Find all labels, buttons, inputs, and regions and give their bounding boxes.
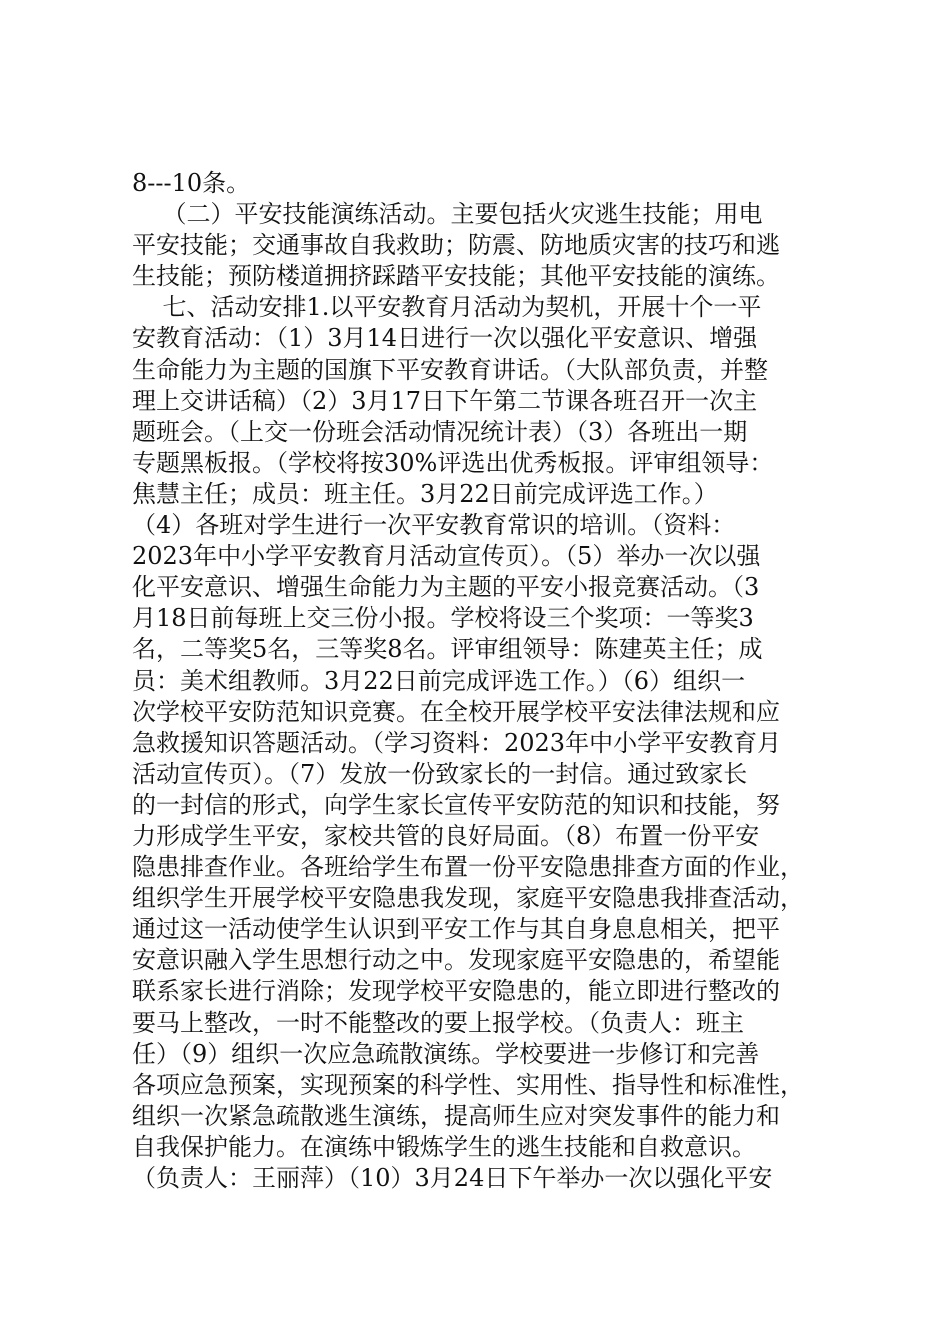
text-line: 理上交讲话稿）（2）3月17日下午第二节课各班召开一次主 [132, 386, 758, 415]
text-line: 自我保护能力。在演练中锻炼学生的逃生技能和自救意识。 [132, 1132, 756, 1161]
text-line: 七、活动安排1.以平安教育月活动为契机，开展十个一平 [132, 293, 762, 322]
text-line: 专题黑板报。（学校将按30%评选出优秀板报。评审组领导： [132, 448, 774, 477]
text-line: 平安技能；交通事故自我救助；防震、防地质灾害的技巧和逃 [132, 231, 780, 260]
text-line: 组织一次紧急疏散逃生演练，提高师生应对突发事件的能力和 [132, 1101, 780, 1130]
document-body-text [132, 168, 832, 1194]
text-line: （4）各班对学生进行一次平安教育常识的培训。（资料： [132, 511, 736, 540]
text-line: 员：美术组教师。3月22日前完成评选工作。）（6）组织一 [132, 666, 746, 695]
text-line: 通过这一活动使学生认识到平安工作与其自身息息相关，把平 [132, 915, 780, 944]
text-line: 隐患排查作业。各班给学生布置一份平安隐患排查方面的作业， [132, 853, 804, 882]
text-line: 要马上整改，一时不能整改的要上报学校。（负责人：班主 [132, 1008, 744, 1037]
text-line: 活动宣传页）。（7）发放一份致家长的一封信。通过致家长 [132, 759, 748, 788]
text-line: 化平安意识、增强生命能力为主题的平安小报竞赛活动。（3 [132, 573, 760, 602]
text-line: 月18日前每班上交三份小报。学校将设三个奖项：一等奖3 [132, 604, 754, 633]
text-line: 组织学生开展学校平安隐患我发现，家庭平安隐患我排查活动， [132, 884, 804, 913]
text-line: 安意识融入学生思想行动之中。发现家庭平安隐患的，希望能 [132, 946, 780, 975]
text-line: （二）平安技能演练活动。主要包括火灾逃生技能；用电 [132, 200, 763, 229]
text-line: （负责人：王丽萍）（10）3月24日下午举办一次以强化平安 [132, 1164, 773, 1192]
text-line: 2023年中小学平安教育月活动宣传页）。（5）举办一次以强 [132, 542, 761, 571]
text-line: 的一封信的形式，向学生家长宣传平安防范的知识和技能，努 [132, 790, 780, 819]
text-line: 力形成学生平安，家校共管的良好局面。（8）布置一份平安 [132, 821, 760, 850]
text-line: 任）（9）组织一次应急疏散演练。学校要进一步修订和完善 [132, 1039, 760, 1068]
text-line: 联系家长进行消除；发现学校平安隐患的，能立即进行整改的 [132, 977, 780, 1006]
text-line: 生技能；预防楼道拥挤踩踏平安技能；其他平安技能的演练。 [132, 262, 780, 291]
text-line: 8---10条。 [132, 169, 251, 197]
text-line: 安教育活动：（1）3月14日进行一次以强化平安意识、增强 [132, 324, 758, 353]
text-line: 生命能力为主题的国旗下平安教育讲话。（大队部负责，并整 [132, 355, 768, 384]
text-line: 次学校平安防范知识竞赛。在全校开展学校平安法律法规和应 [132, 697, 780, 726]
text-line: 急救援知识答题活动。（学习资料：2023年中小学平安教育月 [132, 728, 782, 757]
text-line: 各项应急预案，实现预案的科学性、实用性、指导性和标准性， [132, 1070, 804, 1099]
text-line: 名，二等奖5名，三等奖8名。评审组领导：陈建英主任；成 [132, 635, 763, 664]
text-line: 题班会。（上交一份班会活动情况统计表）（3）各班出一期 [132, 417, 748, 446]
text-line: 焦慧主任；成员：班主任。3月22日前完成评选工作。） [132, 479, 718, 508]
